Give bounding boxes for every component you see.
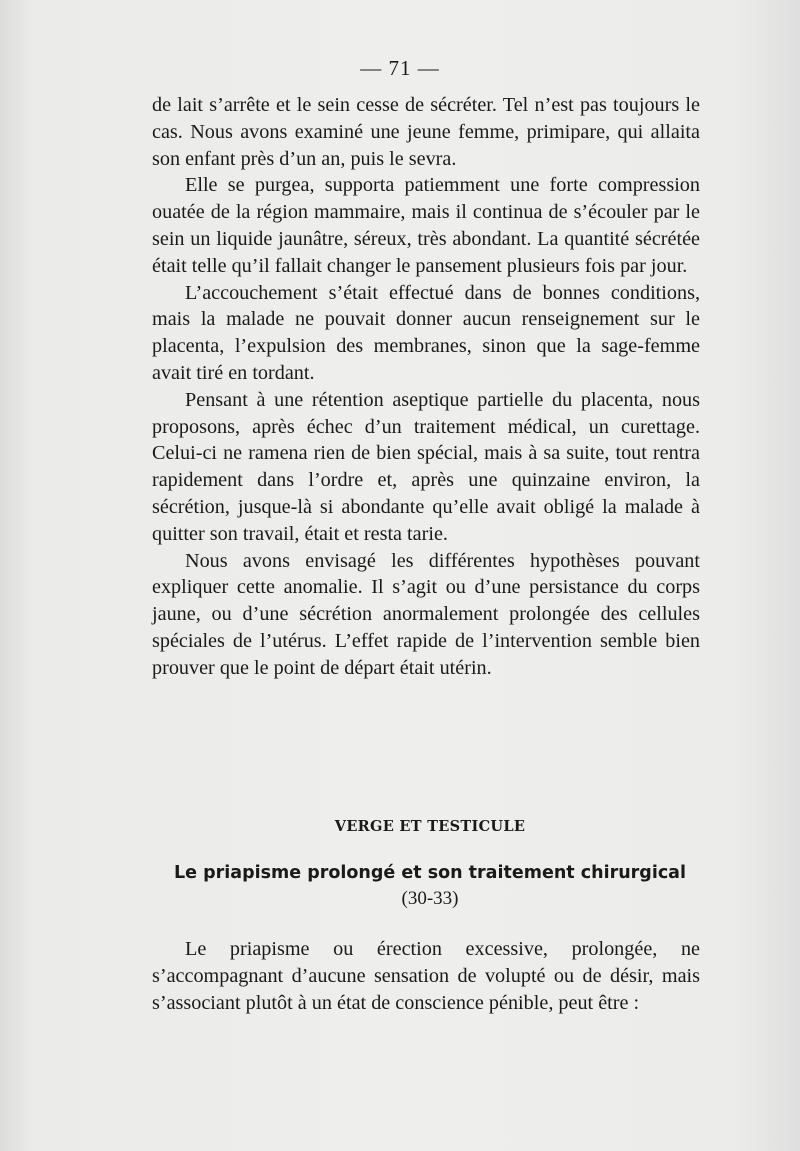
article-title: Le priapisme prolongé et son traitement chirurgical	[174, 863, 686, 883]
section-heading: VERGE ET TESTICULE	[334, 818, 526, 835]
paragraph-6: Le priapisme ou érection excessive, prolongée, ne s’accompagnant d’aucune sensation de volupté ou de désir, mais s’associant plutôt à un état de conscience pénible, peut être :	[152, 938, 700, 1014]
paragraph-4: Pensant à une rétention aseptique partielle du placenta, nous proposons, après échec d’un traitement médical, un curettage. Celui-ci ne ramena rien de bien spécial, mais à sa suite, tout rentra rapidement dans l’ordre et, après une quinzaine environ, la sécrétion, jusque-là si abondante qu’elle avait obligé la malade à quitter son travail, était et resta tarie.	[152, 388, 700, 545]
article-reference: (30-33)	[401, 888, 459, 909]
page-number: — 71 —	[360, 56, 440, 80]
paragraph-5: Nous avons envisagé les différentes hypothèses pouvant expliquer cette anomalie. Il s’agit ou d’une persistance du corps jaune, ou d’une sécrétion anormalement prolongée des cellules spéciales de l’utérus. L’effet rapide de l’intervention semble bien prouver que le point de départ était utérin.	[152, 549, 700, 679]
paragraph-1: de lait s’arrête et le sein cesse de sécréter. Tel n’est pas toujours le cas. Nous avons examiné une jeune femme, primipare, qui allaita son enfant près d’un an, puis le sevra.	[152, 94, 700, 170]
bottom-text-block	[152, 936, 700, 1016]
paragraph-2: Elle se purgea, supporta patiemment une forte compression ouatée de la région mammaire, mais il continua de s’écouler par le sein un liquide jaunâtre, séreux, très abondant. La quantité sécrétée était telle qu’il fallait changer le pansement plusieurs fois par jour.	[152, 174, 700, 277]
main-text-block	[152, 92, 700, 682]
paragraph-3: L’accouchement s’était effectué dans de bonnes conditions, mais la malade ne pouvait donner aucun renseignement sur le placenta, l’expulsion des membranes, sinon que la sage-femme avait tiré en tordant.	[152, 281, 700, 384]
